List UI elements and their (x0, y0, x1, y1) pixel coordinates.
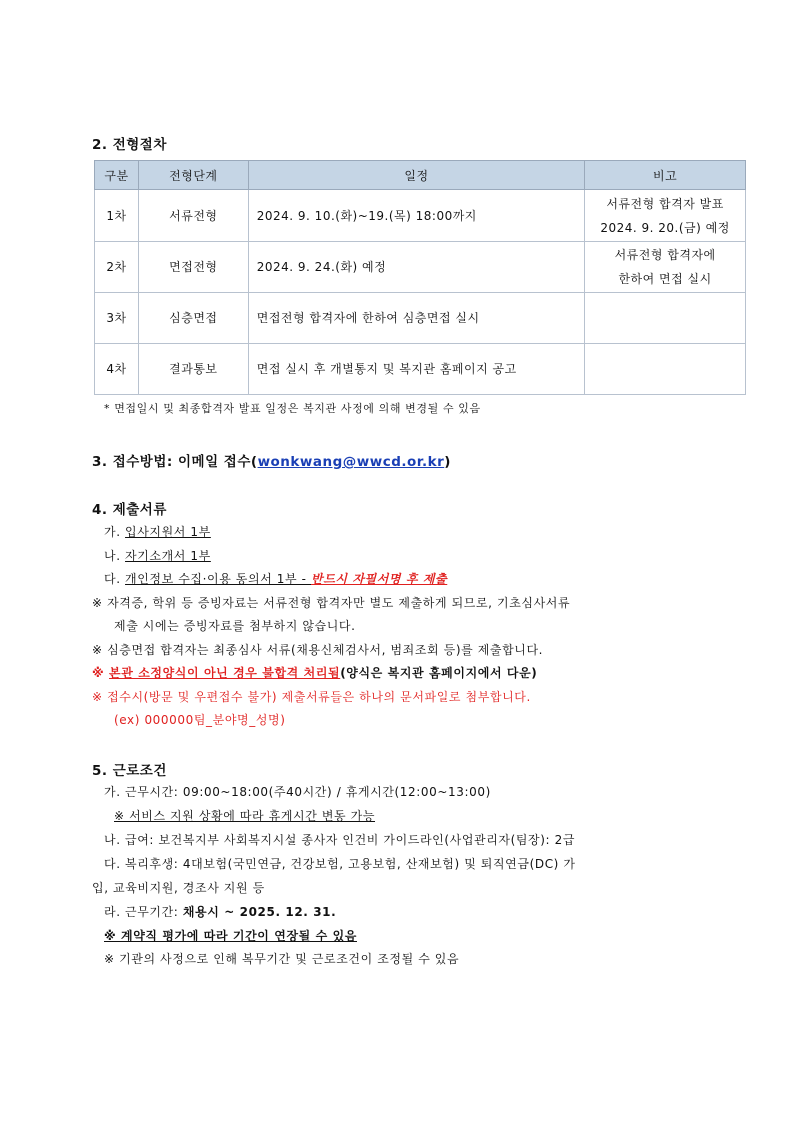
application-email-link[interactable]: wonkwang@wwcd.or.kr (257, 454, 445, 470)
doc-item-text: 자기소개서 1부 (125, 549, 211, 563)
application-method-label: 3. 접수방법: 이메일 접수( (92, 454, 258, 470)
section-heading-conditions: 5. 근로조건 (92, 763, 167, 779)
step-note (585, 344, 746, 395)
step-stage: 심층면접 (138, 293, 248, 344)
contract-extension-note: ※ 계약직 평가에 따라 기간이 연장될 수 있음 (104, 929, 357, 943)
selection-schedule-table (94, 160, 746, 395)
step-number: 2차 (95, 242, 139, 293)
step-stage: 서류전형 (138, 190, 248, 242)
work-period-value: 채용시 ~ 2025. 12. 31. (182, 905, 337, 919)
doc-item-marker: 나. (104, 549, 126, 563)
table-row (95, 242, 746, 293)
table-row (95, 293, 746, 344)
step-stage: 면접전형 (138, 242, 248, 293)
section-heading-procedure: 2. 전형절차 (92, 137, 167, 153)
table-header-cell: 전형단계 (138, 161, 248, 190)
doc-item-marker: 다. (104, 572, 126, 586)
condition-benefits: 다. 복리후생: 4대보험(국민연금, 건강보험, 고용보험, 산재보험) 및 퇴직연금(DC) 가 (104, 857, 576, 871)
condition-benefits-cont: 입, 교육비지원, 경조사 지원 등 (92, 881, 265, 895)
application-method-close: ) (444, 454, 451, 470)
table-row (95, 190, 746, 242)
table-header-cell: 비고 (585, 161, 746, 190)
step-schedule: 면접 실시 후 개별통지 및 복지관 홈페이지 공고 (248, 344, 584, 395)
condition-work-period (104, 903, 336, 920)
conditions-adjustment-note: ※ 기관의 사정으로 인해 복무기간 및 근로조건이 조정될 수 있음 (104, 952, 460, 966)
doc-item-text: 입사지원서 1부 (125, 525, 211, 539)
doc-item-self-intro (104, 547, 211, 564)
note-file-name-example: (ex) 000000팀_분야명_성명) (114, 713, 286, 727)
note-certificates-cont: 제출 시에는 증빙자료를 첨부하지 않습니다. (114, 619, 356, 633)
condition-salary: 나. 급여: 보건복지부 사회복지시설 종사자 인건비 가이드라인(사업관리자(팀장): 2급 (104, 833, 576, 847)
table-header-cell: 구분 (95, 161, 139, 190)
step-note-line: 한하여 면접 실시 (618, 272, 712, 286)
step-note-line: 2024. 9. 20.(금) 예정 (600, 220, 730, 235)
note-marker: ※ (92, 666, 110, 680)
step-stage: 결과통보 (138, 344, 248, 395)
note-certificates: ※ 자격증, 학위 등 증빙자료는 서류전형 합격자만 별도 제출하게 되므로, 기초심사서류 (92, 596, 571, 610)
table-header-row (95, 161, 746, 190)
step-schedule: 2024. 9. 24.(화) 예정 (248, 242, 584, 293)
doc-item-text: 개인정보 수집·이용 동의서 1부 - (125, 572, 311, 586)
signature-required-notice: 반드시 자필서명 후 제출 (311, 572, 448, 586)
step-number: 3차 (95, 293, 139, 344)
table-header-cell: 일정 (248, 161, 584, 190)
step-note-line: 서류전형 합격자에 (614, 248, 716, 262)
step-note (585, 293, 746, 344)
step-note-line: 서류전형 합격자 발표 (606, 196, 724, 211)
step-number: 1차 (95, 190, 139, 242)
form-download-hint: (양식은 복지관 홈페이지에서 다운) (340, 666, 538, 680)
work-period-label: 라. 근무기간: (104, 905, 183, 919)
step-schedule: 2024. 9. 10.(화)~19.(목) 18:00까지 (248, 190, 584, 242)
note-single-file: ※ 접수시(방문 및 우편접수 불가) 제출서류들은 하나의 문서파일로 첨부합니다. (92, 690, 531, 704)
doc-item-application (104, 523, 211, 540)
condition-break-note: ※ 서비스 지원 상황에 따라 휴게시간 변동 가능 (114, 809, 376, 823)
schedule-footnote: * 면접일시 및 최종합격자 발표 일정은 복지관 사정에 의해 변경될 수 있음 (104, 402, 481, 415)
doc-item-privacy-consent (104, 570, 447, 587)
doc-item-marker: 가. (104, 525, 126, 539)
rejection-warning: 본관 소정양식이 아닌 경우 불합격 처리됨 (109, 666, 341, 680)
note-official-form (92, 664, 537, 681)
condition-work-hours: 가. 근무시간: 09:00~18:00(주40시간) / 휴게시간(12:00~13:00) (104, 785, 491, 799)
note-final-review: ※ 심층면접 합격자는 최종심사 서류(채용신체검사서, 범죄조회 등)를 제출합니다. (92, 643, 544, 657)
step-schedule: 면접전형 합격자에 한하여 심층면접 실시 (248, 293, 584, 344)
step-note (585, 242, 746, 293)
section-heading-application (92, 450, 451, 470)
section-heading-documents: 4. 제출서류 (92, 502, 167, 518)
table-row (95, 344, 746, 395)
step-note (585, 190, 746, 242)
step-number: 4차 (95, 344, 139, 395)
